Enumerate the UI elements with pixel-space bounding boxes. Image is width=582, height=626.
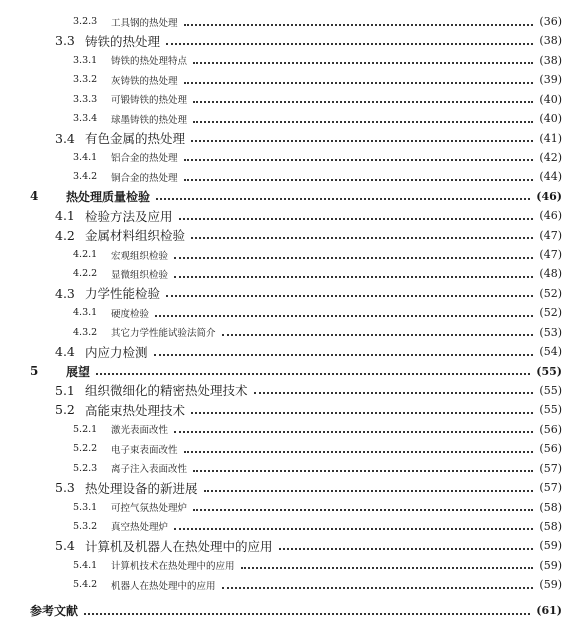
toc-entry-title: 铝合金的热处理 [111, 153, 178, 165]
toc-entry-page: (46) [539, 209, 562, 223]
dot-leader [154, 354, 534, 356]
toc-entry-number: 5.2.2 [73, 443, 98, 455]
toc-entry[interactable] [0, 226, 562, 245]
dot-leader [184, 82, 534, 84]
dot-leader [174, 276, 533, 278]
toc-entry[interactable] [0, 303, 562, 322]
toc-entry-title: 机器人在热处理中的应用 [111, 580, 216, 592]
toc-entry-number: 5.3 [55, 480, 75, 496]
dot-leader [193, 101, 533, 103]
toc-entry[interactable] [0, 264, 562, 283]
dot-leader [222, 587, 534, 589]
toc-entry[interactable] [0, 498, 562, 517]
dot-leader [96, 373, 530, 375]
toc-entry-title: 力学性能检验 [85, 286, 161, 302]
dot-leader [166, 295, 533, 297]
toc-entry[interactable] [0, 109, 562, 128]
toc-entry-title: 高能束热处理技术 [85, 402, 186, 418]
toc-entry-page: (57) [539, 481, 562, 495]
dot-leader [155, 315, 533, 317]
toc-entry-number: 3.3.4 [73, 113, 98, 125]
toc-entry-number: 5.2 [55, 402, 75, 418]
toc-entry-page: (54) [539, 345, 562, 359]
toc-entry-title: 球墨铸铁的热处理 [111, 114, 188, 126]
toc-entry-title: 计算机及机器人在热处理中的应用 [85, 538, 273, 554]
toc-entry-number: 5.1 [55, 382, 75, 398]
toc-entry[interactable] [0, 284, 562, 303]
toc-entry-page: (52) [539, 306, 562, 320]
toc-entry-title: 计算机技术在热处理中的应用 [111, 561, 235, 573]
toc-entry-references[interactable] [0, 601, 562, 620]
toc-entry-number: 3.3.2 [73, 74, 98, 86]
toc-entry[interactable] [0, 420, 562, 439]
toc-entry-page: (58) [539, 519, 562, 533]
toc-entry-number: 4 [30, 189, 39, 204]
toc-entry-number: 5.3.1 [73, 501, 98, 513]
toc-entry-number: 3.3.1 [73, 54, 98, 66]
dot-leader [222, 334, 534, 336]
toc-entry-title: 展望 [66, 364, 91, 379]
toc-entry-page: (38) [539, 53, 562, 67]
toc-entry-title: 热处理设备的新进展 [85, 480, 198, 496]
toc-entry-page: (42) [539, 150, 562, 164]
toc-entry-page: (61) [536, 604, 562, 617]
dot-leader [184, 451, 534, 453]
toc-entry-number: 3.4.1 [73, 151, 98, 163]
toc-entry-number: 5.2.3 [73, 462, 98, 474]
toc-entry-page: (52) [539, 286, 562, 300]
toc-entry-number: 3.3.3 [73, 93, 98, 105]
toc-entry[interactable] [0, 362, 562, 381]
toc-entry[interactable] [0, 148, 562, 167]
toc-entry-title: 宏观组织检验 [111, 250, 169, 262]
toc-entry[interactable] [0, 129, 562, 148]
toc-entry-page: (56) [539, 422, 562, 436]
dot-leader [174, 528, 533, 530]
dot-leader [179, 218, 534, 220]
toc-entry-title: 电子束表面改性 [111, 444, 178, 456]
dot-leader [174, 431, 533, 433]
toc-entry[interactable] [0, 536, 562, 555]
toc-entry-number: 4.3.1 [73, 307, 98, 319]
toc-entry[interactable] [0, 575, 562, 594]
toc-entry-title: 其它力学性能试验法简介 [111, 328, 216, 340]
toc-entry-page: (55) [539, 403, 562, 417]
toc-entry-page: (53) [539, 325, 562, 339]
toc-entry-number: 4.3 [55, 285, 75, 301]
toc-entry-title: 内应力检测 [85, 344, 148, 360]
toc-entry-number: 5.4.1 [73, 559, 98, 571]
toc-entry-title: 参考文献 [30, 604, 79, 618]
toc-entry-title: 真空热处理炉 [111, 522, 169, 534]
dot-leader [191, 237, 533, 239]
toc-entry[interactable] [0, 51, 562, 70]
toc-entry-title: 显微组织检验 [111, 269, 169, 281]
toc-entry-page: (47) [539, 248, 562, 262]
toc-entry[interactable] [0, 167, 562, 186]
dot-leader [193, 62, 533, 64]
toc-entry-title: 铸铁的热处理特点 [111, 56, 188, 68]
toc-entry-title: 金属材料组织检验 [85, 228, 186, 244]
toc-entry-title: 检验方法及应用 [85, 208, 173, 224]
toc-entry-title: 铜合金的热处理 [111, 172, 178, 184]
dot-leader [191, 412, 533, 414]
toc-entry[interactable] [0, 323, 562, 342]
toc-entry-number: 4.2.2 [73, 268, 98, 280]
dot-leader [279, 548, 534, 550]
toc-entry-page: (57) [539, 461, 562, 475]
toc-entry-page: (36) [539, 15, 562, 28]
toc-entry-page: (38) [539, 34, 562, 48]
toc-entry-page: (48) [539, 267, 562, 281]
toc-entry[interactable] [0, 400, 562, 419]
toc-entry-number: 4.2 [55, 227, 75, 243]
toc-entry-page: (46) [536, 189, 562, 203]
dot-leader [254, 392, 534, 394]
toc-entry-page: (39) [539, 73, 562, 87]
toc-entry[interactable] [0, 439, 562, 458]
toc-entry-page: (44) [539, 170, 562, 184]
dot-leader [184, 24, 534, 26]
toc-entry-page: (55) [539, 383, 562, 397]
dot-leader [166, 43, 533, 45]
toc-entry-title: 组织微细化的精密热处理技术 [85, 383, 248, 399]
toc-entry-number: 5.4.2 [73, 579, 98, 591]
toc-entry-title: 灰铸铁的热处理 [111, 75, 178, 87]
toc-entry-title: 硬度检验 [111, 308, 150, 320]
toc-entry-title: 激光表面改性 [111, 425, 169, 437]
toc-entry-page: (47) [539, 228, 562, 242]
toc-entry-number: 4.3.2 [73, 326, 98, 338]
dot-leader [174, 257, 533, 259]
toc-entry-number: 5.3.2 [73, 520, 98, 532]
toc-entry[interactable] [0, 12, 562, 31]
toc-entry[interactable] [0, 381, 562, 400]
dot-leader [156, 198, 530, 200]
dot-leader [193, 470, 533, 472]
toc-entry-number: 5.4 [55, 538, 75, 554]
toc-entry[interactable] [0, 70, 562, 89]
toc-entry[interactable] [0, 31, 562, 50]
dot-leader [204, 490, 534, 492]
toc-entry-number: 4.4 [55, 344, 75, 360]
toc-entry-page: (59) [539, 539, 562, 553]
toc-entry-title: 工具钢的热处理 [111, 17, 178, 29]
toc-entry-page: (59) [539, 558, 562, 572]
toc-entry-number: 4.1 [55, 208, 75, 224]
toc-entry-page: (40) [539, 92, 562, 106]
toc-entry[interactable] [0, 90, 562, 109]
toc-entry-page: (59) [539, 578, 562, 592]
toc-entry-title: 离子注入表面改性 [111, 464, 188, 476]
dot-leader [184, 159, 534, 161]
dot-leader [84, 613, 530, 615]
toc-entry-title: 铸铁的热处理 [85, 33, 161, 49]
toc-entry-page: (55) [536, 364, 562, 378]
toc-entry-number: 5 [30, 364, 39, 379]
dot-leader [241, 567, 534, 569]
toc-entry-title: 有色金属的热处理 [85, 131, 186, 147]
toc-entry[interactable] [0, 517, 562, 536]
toc-entry[interactable] [0, 187, 562, 206]
toc-entry-page: (40) [539, 112, 562, 126]
toc-entry[interactable] [0, 556, 562, 575]
toc-entry-number: 3.4.2 [73, 171, 98, 183]
toc-entry-title: 热处理质量检验 [66, 189, 151, 204]
toc-entry-title: 可锻铸铁的热处理 [111, 95, 188, 107]
toc-entry-page: (41) [539, 131, 562, 145]
toc-entry-page: (56) [539, 442, 562, 456]
dot-leader [191, 140, 533, 142]
dot-leader [193, 509, 533, 511]
toc-entry-title: 可控气氛热处理炉 [111, 503, 188, 514]
toc-entry[interactable] [0, 342, 562, 361]
toc-entry-number: 3.4 [55, 130, 75, 146]
toc-entry[interactable] [0, 245, 562, 264]
toc-entry-number: 3.2.3 [73, 16, 98, 27]
dot-leader [184, 179, 534, 181]
toc-entry[interactable] [0, 459, 562, 478]
toc-entry-number: 5.2.1 [73, 423, 98, 435]
toc-entry-number: 3.3 [55, 33, 75, 49]
toc-entry-number: 4.2.1 [73, 249, 98, 261]
toc-entry[interactable] [0, 478, 562, 497]
dot-leader [193, 121, 533, 123]
toc-entry-page: (58) [539, 500, 562, 514]
toc-entry[interactable] [0, 206, 562, 225]
